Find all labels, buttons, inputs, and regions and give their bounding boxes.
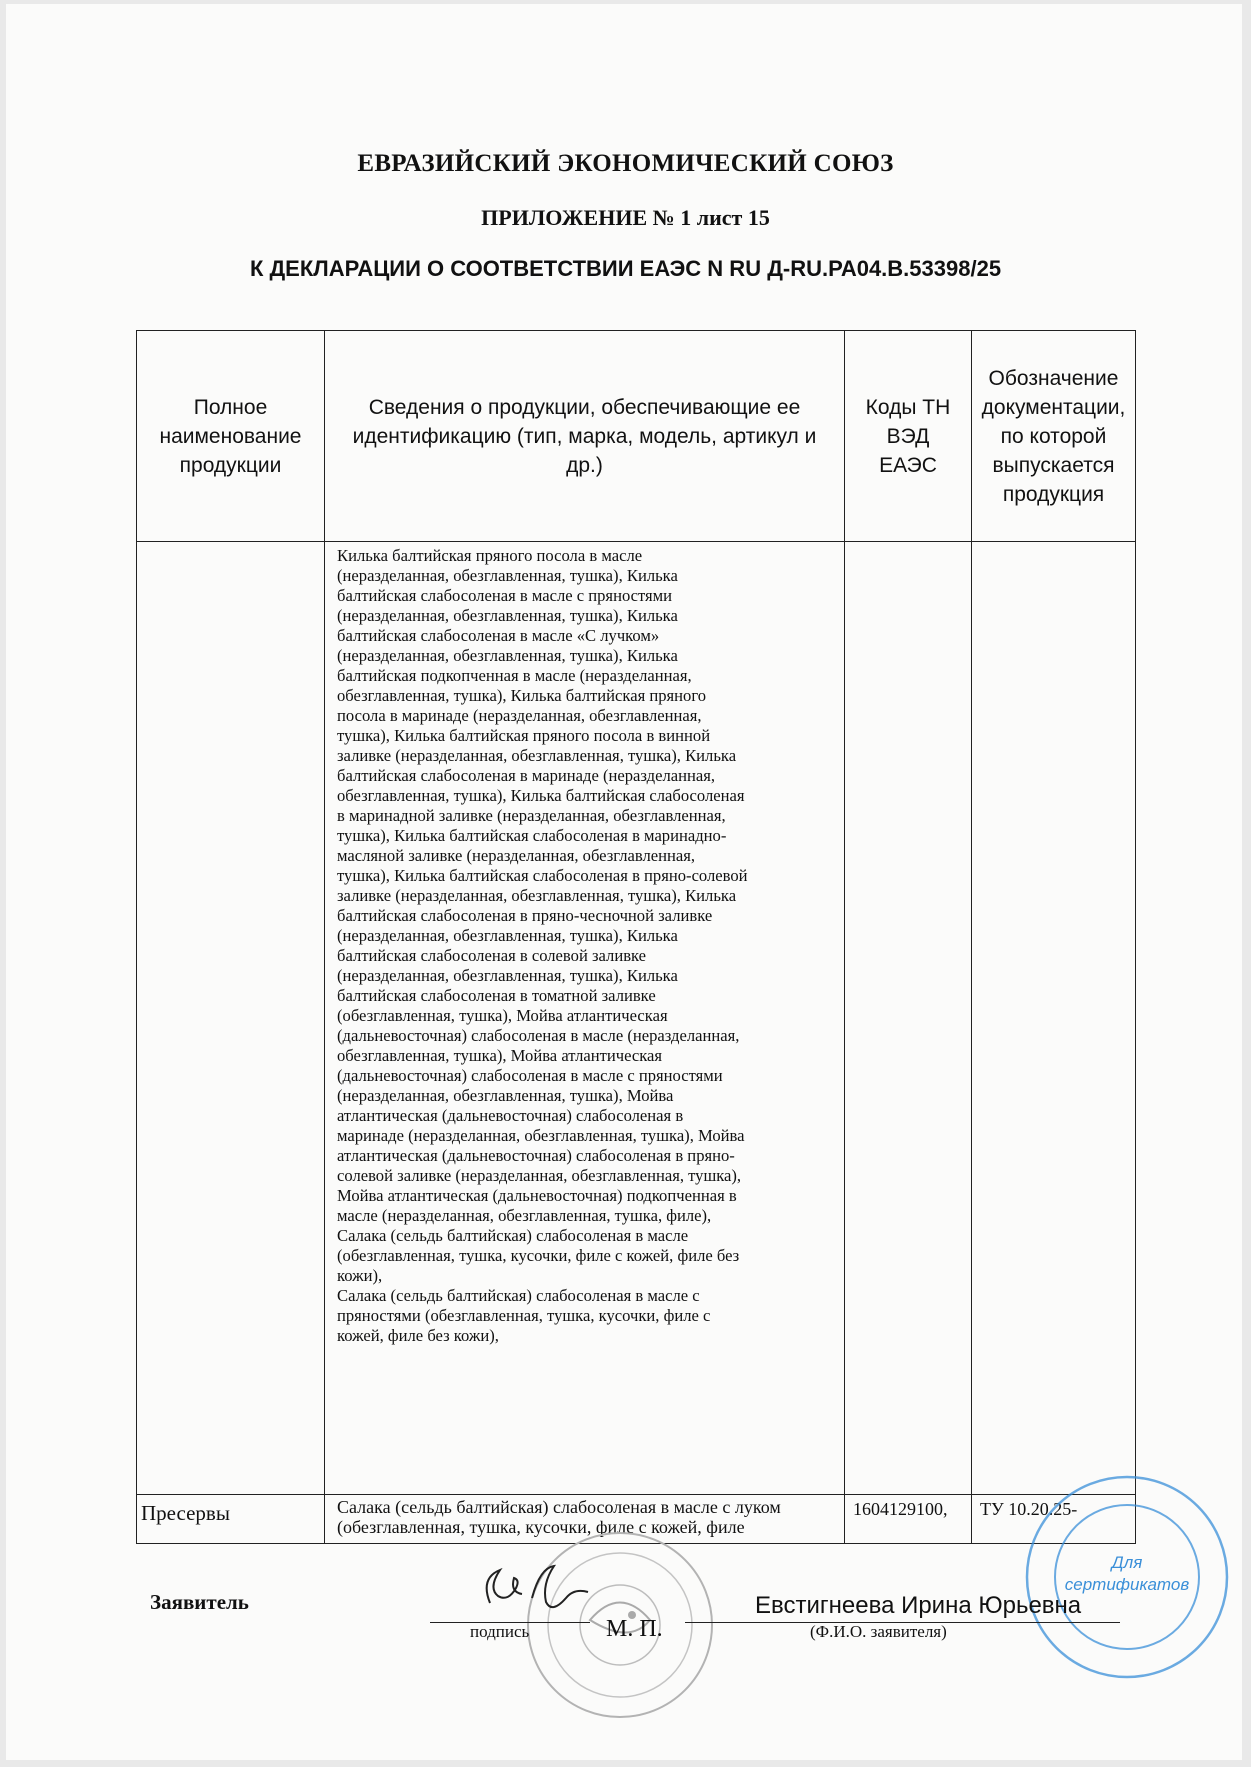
certification-stamp-icon bbox=[1020, 1470, 1235, 1685]
stamp-text-line2: сертификатов bbox=[1064, 1575, 1190, 1594]
description-line: (дальневосточная) слабосоленая в масле с пряностями bbox=[337, 1066, 723, 1085]
description-line: заливке (неразделанная, обезглавленная, тушка), Килька bbox=[337, 746, 737, 765]
description-line: (обезглавленная, тушка, кусочки, филе с кожей, филе без bbox=[337, 1246, 740, 1265]
handwritten-signature-icon bbox=[470, 1558, 600, 1628]
description-line: тушка), Килька балтийская слабосоленая в пряно-солевой bbox=[337, 866, 748, 885]
description-line: балтийская слабосоленая в масле с пряностями bbox=[337, 586, 673, 605]
declaration-heading: К ДЕКЛАРАЦИИ О СООТВЕТСТВИИ ЕАЭС N RU Д-RU.РА04.В.53398/25 bbox=[249, 256, 1002, 281]
description-line: (дальневосточная) слабосоленая в масле (неразделанная, bbox=[337, 1026, 740, 1045]
description-line: солевой заливке (неразделанная, обезглавленная, тушка), bbox=[337, 1166, 742, 1185]
column-header-description: Сведения о продукции, обеспечивающие ее идентификацию (тип, марка, модель, артикул и др.) bbox=[325, 331, 845, 542]
description-line: обезглавленная, тушка), Мойва атлантическая bbox=[337, 1046, 663, 1065]
description-line: тушка), Килька балтийская пряного посола в винной bbox=[337, 726, 711, 745]
description-line: балтийская слабосоленая в пряно-чесночной заливке bbox=[337, 906, 713, 925]
applicant-name: Евстигнеева Ирина Юрьевна bbox=[755, 1592, 1082, 1619]
description-line: балтийская слабосоленая в масле «С лучком» bbox=[337, 626, 660, 645]
product-description-cell bbox=[325, 542, 845, 1495]
column-header-documentation: Обозначение документации, по которой выпускается продукция bbox=[972, 331, 1136, 542]
description-line: масляной заливке (неразделанная, обезглавленная, bbox=[337, 846, 696, 865]
description-line: обезглавленная, тушка), Килька балтийская слабосоленая bbox=[337, 786, 745, 805]
signature-label: подпись bbox=[470, 1622, 530, 1641]
description-line: балтийская слабосоленая в томатной заливке bbox=[337, 986, 656, 1005]
union-heading: ЕВРАЗИЙСКИЙ ЭКОНОМИЧЕСКИЙ СОЮЗ bbox=[357, 150, 894, 177]
table-row bbox=[137, 542, 1136, 1495]
product-name-cell bbox=[137, 542, 325, 1495]
description-line: Килька балтийская пряного посола в масле bbox=[337, 546, 643, 565]
stamp-place-label: М. П. bbox=[606, 1616, 663, 1642]
description-line: (неразделанная, обезглавленная, тушка), Килька bbox=[337, 646, 678, 665]
product-doc-cell: ТУ 10.20.25- bbox=[972, 1495, 1136, 1544]
description-line: (обезглавленная, тушка), Мойва атлантическая bbox=[337, 1006, 668, 1025]
description-line: в маринадной заливке (неразделанная, обезглавленная, bbox=[337, 806, 726, 825]
description-line: (неразделанная, обезглавленная, тушка), Килька bbox=[337, 926, 678, 945]
description-line: кожи), bbox=[337, 1266, 383, 1285]
applicant-label: Заявитель bbox=[150, 1590, 249, 1614]
product-code-cell: 1604129100, bbox=[845, 1495, 972, 1544]
description-line: Салака (сельдь балтийская) слабосоленая в масле с луком bbox=[337, 1497, 781, 1517]
description-line: балтийская слабосоленая в солевой заливке bbox=[337, 946, 647, 965]
product-name-cell: Пресервы bbox=[137, 1495, 325, 1544]
description-line: посола в маринаде (неразделанная, обезглавленная, bbox=[337, 706, 702, 725]
description-line: (неразделанная, обезглавленная, тушка), Килька bbox=[337, 606, 678, 625]
column-header-name: Полное наименование продукции bbox=[137, 331, 325, 542]
description-line: Салака (сельдь балтийская) слабосоленая в масле с bbox=[337, 1286, 700, 1305]
description-line: атлантическая (дальневосточная) слабосоленая в bbox=[337, 1106, 684, 1125]
product-code-cell bbox=[845, 542, 972, 1495]
description-line: (неразделанная, обезглавленная, тушка), Мойва bbox=[337, 1086, 674, 1105]
description-line: пряностями (обезглавленная, тушка, кусочки, филе с bbox=[337, 1306, 711, 1325]
stamp-text-line1: Для bbox=[1111, 1553, 1143, 1572]
description-line: Салака (сельдь балтийская) слабосоленая в масле bbox=[337, 1226, 689, 1245]
description-line: заливке (неразделанная, обезглавленная, тушка), Килька bbox=[337, 886, 737, 905]
product-doc-cell bbox=[972, 542, 1136, 1495]
description-line: (неразделанная, обезглавленная, тушка), Килька bbox=[337, 966, 678, 985]
appendix-heading: ПРИЛОЖЕНИЕ № 1 лист 15 bbox=[481, 205, 770, 230]
products-table bbox=[136, 330, 1136, 1544]
description-lines bbox=[337, 546, 836, 1346]
description-line: масле (неразделанная, обезглавленная, тушка, филе), bbox=[337, 1206, 712, 1225]
description-line: атлантическая (дальневосточная) слабосоленая в пряно- bbox=[337, 1146, 735, 1165]
description-line: балтийская слабосоленая в маринаде (неразделанная, bbox=[337, 766, 716, 785]
description-line: тушка), Килька балтийская слабосоленая в маринадно- bbox=[337, 826, 727, 845]
description-line: (неразделанная, обезглавленная, тушка), Килька bbox=[337, 566, 678, 585]
column-header-codes: Коды ТН ВЭД ЕАЭС bbox=[845, 331, 972, 542]
description-line: обезглавленная, тушка), Килька балтийская пряного bbox=[337, 686, 707, 705]
table-header-row bbox=[137, 331, 1136, 542]
description-line: (обезглавленная, тушка, кусочки, филе с кожей, филе bbox=[337, 1517, 745, 1537]
description-line: Мойва атлантическая (дальневосточная) подкопченная в bbox=[337, 1186, 737, 1205]
description-line: кожей, филе без кожи), bbox=[337, 1326, 499, 1345]
description-line: балтийская подкопченная в масле (неразделанная, bbox=[337, 666, 692, 685]
description-line: маринаде (неразделанная, обезглавленная, тушка), Мойва bbox=[337, 1126, 745, 1145]
name-label: (Ф.И.О. заявителя) bbox=[810, 1622, 947, 1641]
